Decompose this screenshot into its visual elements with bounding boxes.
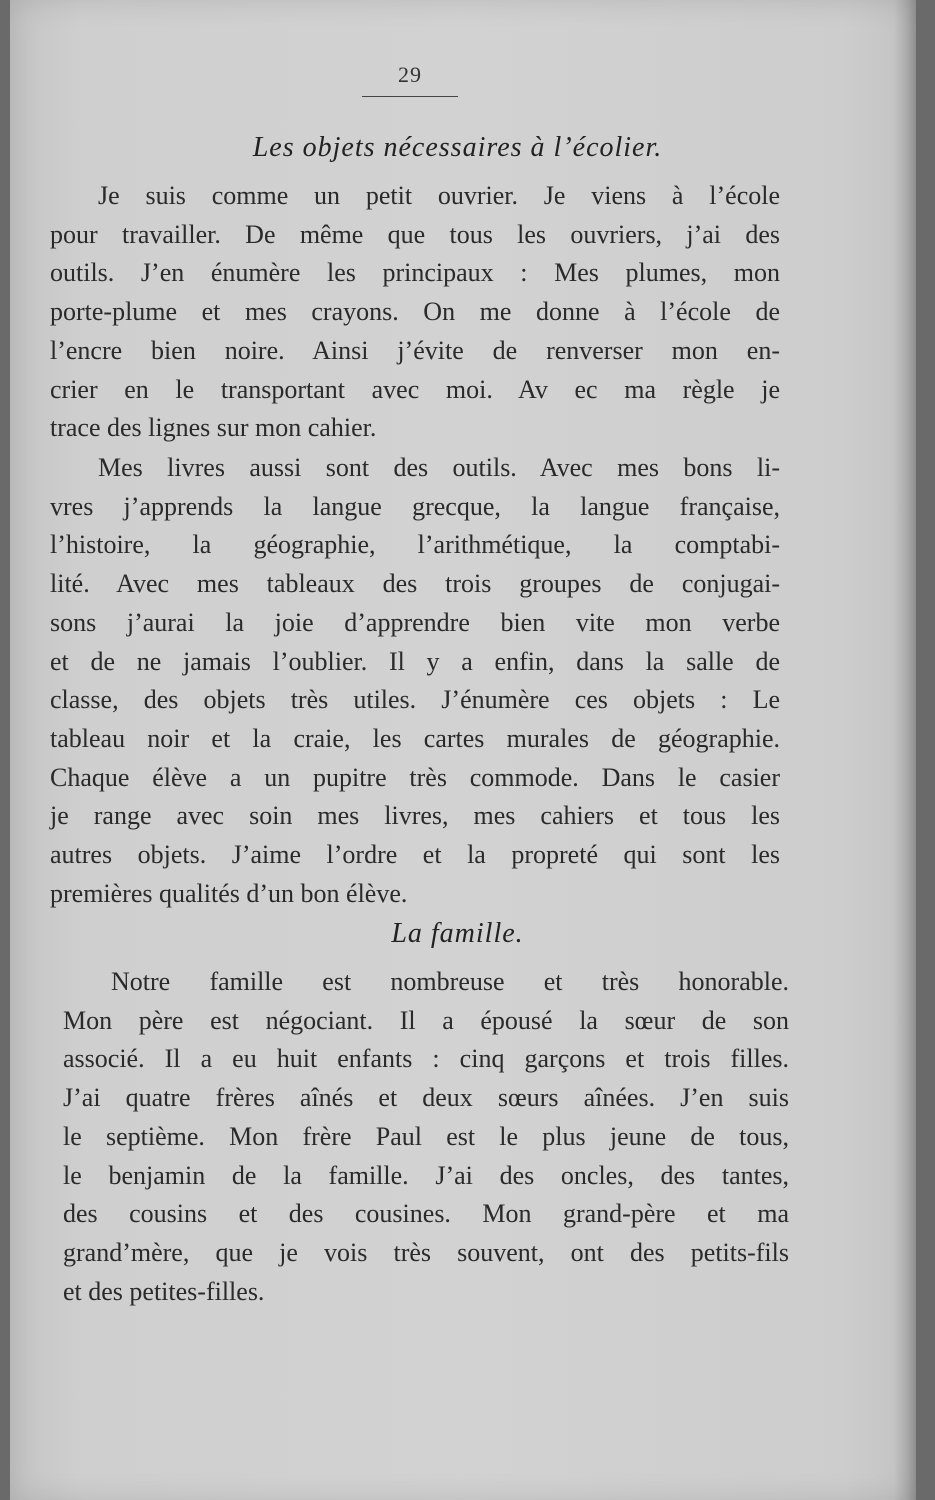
- text-line: grand’mère, que je vois très souvent, ont des petits-fils: [63, 1237, 789, 1267]
- text-line: Notre famille est nombreuse et très honorable.: [111, 967, 789, 996]
- page-edge-shadow: [894, 0, 916, 1500]
- page-number-rule: [362, 96, 458, 97]
- text-line: outils. J’en énumère les principaux : Mes plumes, mon: [50, 258, 780, 288]
- text-line: sons j’aurai la joie d’apprendre bien vite mon verbe: [50, 607, 780, 637]
- text-line: J’ai quatre frères aînés et deux sœurs aînées. J’en suis: [63, 1083, 789, 1113]
- text-line: je range avec soin mes livres, mes cahiers et tous les: [50, 801, 780, 831]
- text-line: porte-plume et mes crayons. On me donne à l’école de: [50, 297, 780, 327]
- text-line: l’histoire, la géographie, l’arithmétique, la comptabi-: [50, 530, 780, 560]
- text-line: Chaque élève a un pupitre très commode. Dans le casier: [50, 762, 780, 792]
- text-line: le septième. Mon frère Paul est le plus jeune de tous,: [63, 1121, 789, 1151]
- paragraph-school-tools: [50, 177, 780, 448]
- paragraph-family: [63, 963, 789, 1311]
- text-line: classe, des objets très utiles. J’énumère ces objets : Le: [50, 685, 780, 715]
- paragraph-books-and-classroom: [50, 449, 780, 913]
- text-line: et des petites-filles.: [63, 1276, 265, 1306]
- text-line: des cousins et des cousines. Mon grand-père et ma: [63, 1199, 789, 1229]
- section-title-family: La famille.: [391, 918, 524, 949]
- text-line: tableau noir et la craie, les cartes murales de géographie.: [50, 723, 780, 753]
- text-line: pour travailler. De même que tous les ouvriers, j’ai des: [50, 219, 780, 249]
- text-line: et de ne jamais l’oublier. Il y a enfin, dans la salle de: [50, 646, 780, 676]
- text-line: autres objets. J’aime l’ordre et la propreté qui sont les: [50, 840, 780, 870]
- text-line: l’encre bien noire. Ainsi j’évite de renverser mon en-: [50, 335, 780, 365]
- text-line: le benjamin de la famille. J’ai des oncles, des tantes,: [63, 1160, 789, 1190]
- text-line: Je suis comme un petit ouvrier. Je viens à l’école: [98, 181, 780, 210]
- text-line: premières qualités d’un bon élève.: [50, 878, 408, 908]
- text-line: crier en le transportant avec moi. Av ec ma règle je: [50, 374, 780, 404]
- text-line: trace des lignes sur mon cahier.: [50, 413, 377, 443]
- text-line: Mes livres aussi sont des outils. Avec mes bons li-: [98, 453, 780, 482]
- text-line: lité. Avec mes tableaux des trois groupes de conjugai-: [50, 569, 780, 599]
- text-line: vres j’apprends la langue grecque, la langue française,: [50, 491, 780, 521]
- section-title-school-objects: Les objets nécessaires à l’écolier.: [252, 132, 663, 163]
- text-line: Mon père est négociant. Il a épousé la sœur de son: [63, 1005, 789, 1035]
- text-line: associé. Il a eu huit enfants : cinq garçons et trois filles.: [63, 1044, 789, 1074]
- page-number: 29: [398, 62, 422, 87]
